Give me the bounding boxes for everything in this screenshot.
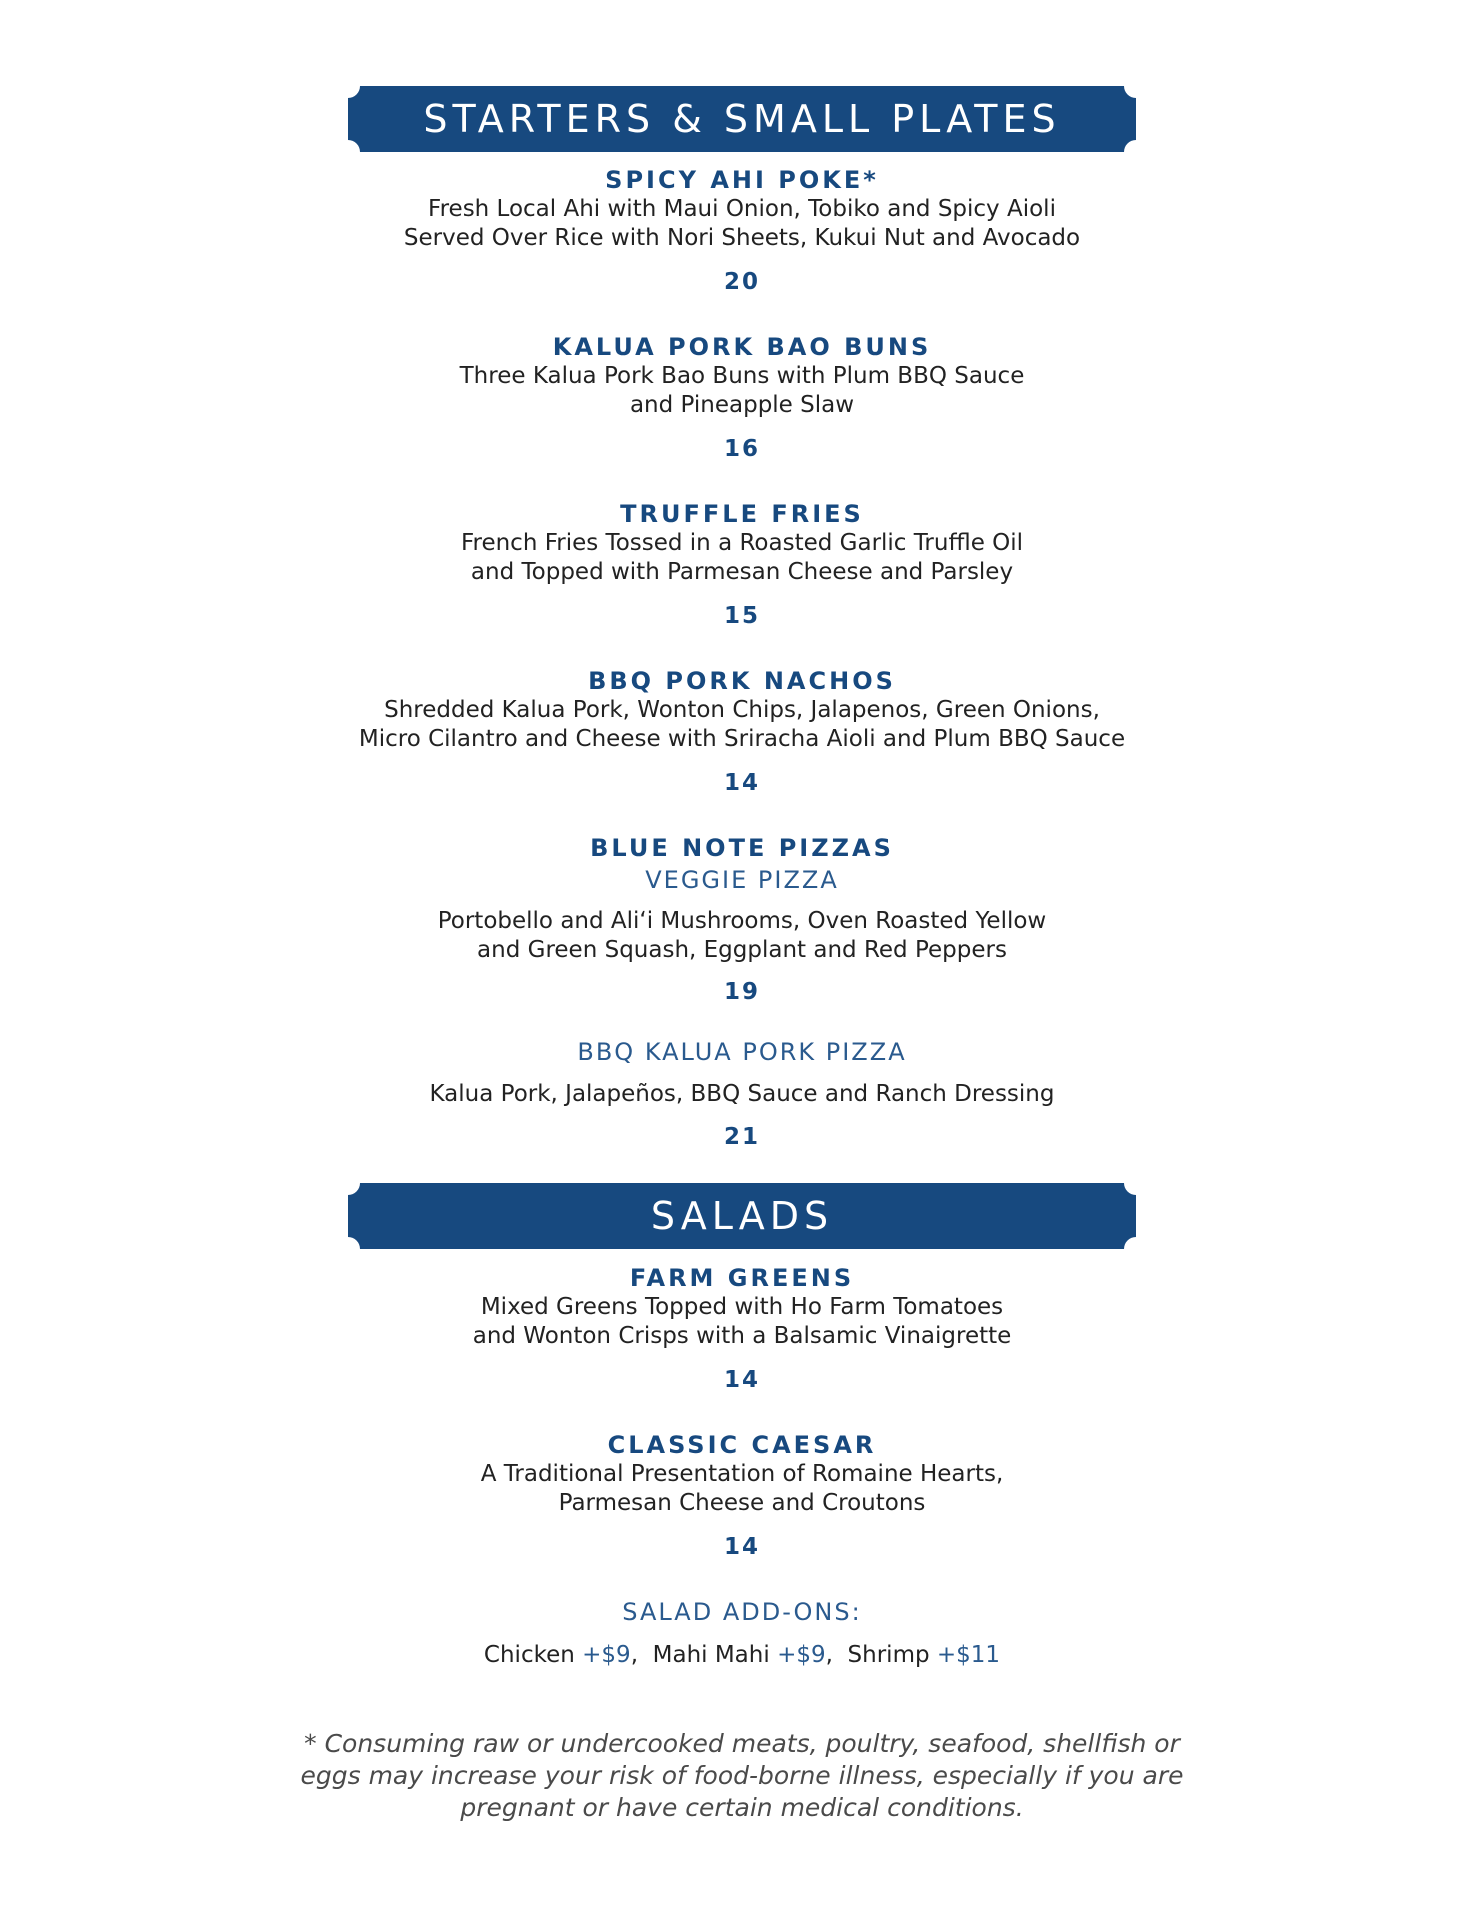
item-subtitle: BBQ KALUA PORK PIZZA (577, 1038, 907, 1066)
item-description-line: Mixed Greens Topped with Ho Farm Tomatoes (480, 1294, 1004, 1320)
item-name: KALUA PORK BAO BUNS (552, 333, 932, 361)
item-description-line: and Green Squash, Eggplant and Red Peppers (477, 937, 1007, 963)
item-name: CLASSIC CAESAR (607, 1431, 877, 1459)
disclaimer-line: * Consuming raw or undercooked meats, poultry, seafood, shellfish or (304, 1729, 1180, 1758)
addon-price: +$11 (936, 1642, 1001, 1668)
item-description-line: and Wonton Crisps with a Balsamic Vinaigrette (472, 1323, 1012, 1349)
item-name: SPICY AHI POKE* (605, 166, 879, 194)
menu-item-spicy-ahi-poke (0, 165, 1484, 297)
item-name: TRUFFLE FRIES (620, 500, 864, 528)
item-price: 15 (723, 603, 760, 629)
item-description-line: and Pineapple Slaw (629, 392, 855, 418)
item-price: 14 (723, 1534, 760, 1560)
item-subtitle: VEGGIE PIZZA (645, 866, 839, 894)
item-description-line: and Topped with Parmesan Cheese and Parsley (470, 559, 1014, 585)
disclaimer-line: eggs may increase your risk of food-borne illness, especially if you are (300, 1761, 1184, 1790)
item-name: BLUE NOTE PIZZAS (590, 834, 894, 862)
item-price: 20 (723, 269, 760, 295)
section-banner-starters (0, 86, 1484, 152)
menu-item-kalua-pork-bao-buns (0, 332, 1484, 464)
section-title: STARTERS & SMALL PLATES (423, 97, 1061, 141)
section-title: SALADS (650, 1194, 834, 1238)
item-name: BBQ PORK NACHOS (588, 667, 896, 695)
item-price: 16 (723, 436, 760, 462)
menu-item-truffle-fries (0, 499, 1484, 631)
addons-list (0, 1640, 1484, 1670)
item-price: 21 (723, 1124, 760, 1150)
item-description-line: Served Over Rice with Nori Sheets, Kukui Nut and Avocado (403, 225, 1081, 251)
menu-item-veggie-pizza (0, 833, 1484, 1007)
section-banner-salads (0, 1183, 1484, 1249)
item-description-line: Micro Cilantro and Cheese with Sriracha Aioli and Plum BBQ Sauce (358, 726, 1126, 752)
addon-name: Chicken (483, 1642, 575, 1668)
disclaimer-line: pregnant or have certain medical conditions. (460, 1793, 1024, 1822)
addon-separator: , (825, 1642, 848, 1668)
item-description-line: Three Kalua Pork Bao Buns with Plum BBQ Sauce (459, 363, 1025, 389)
menu-item-bbq-pork-nachos (0, 666, 1484, 798)
item-description-line: Shredded Kalua Pork, Wonton Chips, Jalapenos, Green Onions, (384, 697, 1100, 723)
item-price: 14 (723, 770, 760, 796)
item-description-line: A Traditional Presentation of Romaine Hearts, (480, 1461, 1004, 1487)
health-disclaimer (0, 1728, 1484, 1824)
banner-shape (348, 1183, 1136, 1249)
item-price: 14 (723, 1367, 760, 1393)
addon-name: Mahi Mahi (652, 1642, 770, 1668)
salad-addons (0, 1597, 1484, 1670)
item-description-line: Fresh Local Ahi with Maui Onion, Tobiko and Spicy Aioli (428, 196, 1056, 222)
item-name: FARM GREENS (629, 1264, 855, 1292)
item-description-line: Parmesan Cheese and Croutons (558, 1490, 926, 1516)
item-description-line: French Fries Tossed in a Roasted Garlic Truffle Oil (460, 530, 1024, 556)
item-description-line: Portobello and Aliʻi Mushrooms, Oven Roasted Yellow (437, 908, 1047, 934)
menu-item-bbq-kalua-pork-pizza (0, 1037, 1484, 1152)
addons-title: SALAD ADD-ONS: (622, 1598, 862, 1626)
menu-item-classic-caesar (0, 1430, 1484, 1562)
addon-separator: , (630, 1642, 653, 1668)
addon-price: +$9 (582, 1642, 631, 1668)
addon-price: +$9 (777, 1642, 826, 1668)
addon-name: Shrimp (847, 1642, 930, 1668)
banner-shape (348, 86, 1136, 152)
item-price: 19 (723, 979, 760, 1005)
item-description-line: Kalua Pork, Jalapeños, BBQ Sauce and Ranch Dressing (429, 1081, 1055, 1107)
menu-item-farm-greens (0, 1263, 1484, 1395)
